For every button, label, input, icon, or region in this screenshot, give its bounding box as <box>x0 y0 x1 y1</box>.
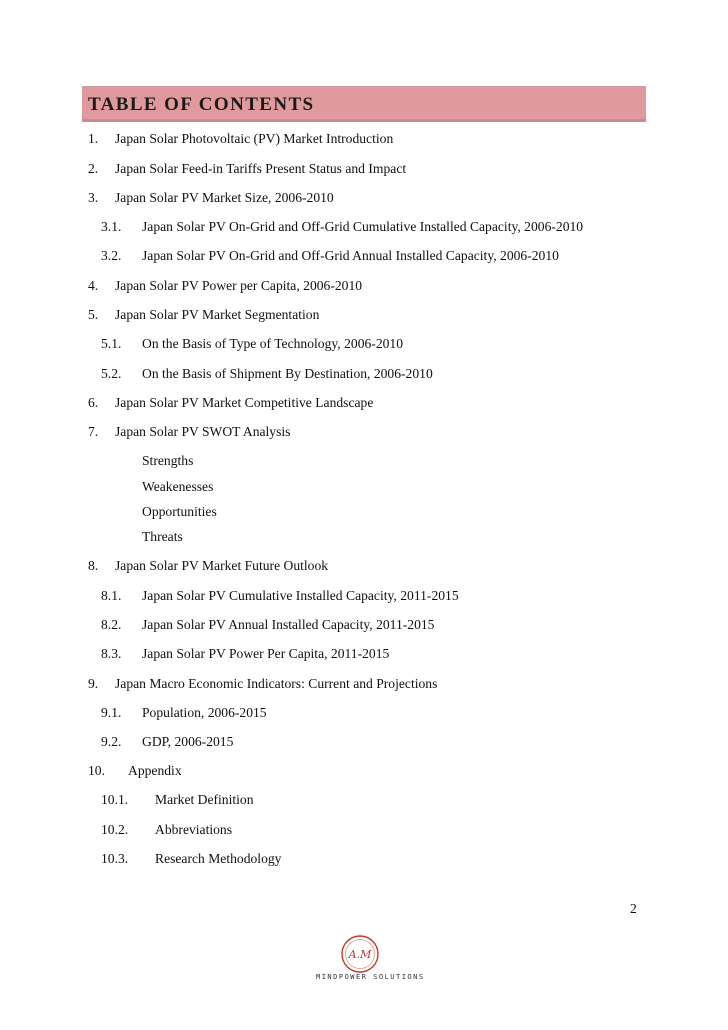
toc-item-number: 10.2. <box>101 822 129 837</box>
toc-item-text: Japan Solar PV Annual Installed Capacity, 2011-2015 <box>142 617 435 632</box>
toc-item-number: 5.2. <box>101 366 122 381</box>
toc-item-text: Japan Solar PV Market Segmentation <box>115 307 320 322</box>
toc-item-number: 9. <box>88 676 99 691</box>
toc-item-number: 8.3. <box>101 646 122 661</box>
toc-item-text: Market Definition <box>155 792 254 807</box>
toc-item-text: GDP, 2006-2015 <box>142 734 234 749</box>
toc-item-text: On the Basis of Type of Technology, 2006-2010 <box>142 336 404 351</box>
toc-item-text: Population, 2006-2015 <box>142 705 267 720</box>
company-logo <box>339 933 381 975</box>
toc-item-text: Japan Solar PV Market Competitive Landscape <box>115 395 374 410</box>
toc-item-number: 3.1. <box>101 219 122 234</box>
toc-item-text: Japan Solar PV SWOT Analysis <box>115 424 291 439</box>
swot-item-text: Threats <box>142 529 183 544</box>
toc-item-text: Japan Solar PV On-Grid and Off-Grid Cumulative Installed Capacity, 2006-2010 <box>142 219 584 234</box>
toc-item-number: 3.2. <box>101 248 122 263</box>
swot-item-text: Weakenesses <box>142 479 214 494</box>
toc-item-number: 6. <box>88 395 99 410</box>
toc-item-text: Japan Solar PV Market Size, 2006-2010 <box>115 190 334 205</box>
toc-item-text: Japan Solar PV Cumulative Installed Capacity, 2011-2015 <box>142 588 459 603</box>
toc-item-text: Appendix <box>128 763 182 778</box>
toc-item-number: 8.2. <box>101 617 122 632</box>
toc-header-bar <box>82 86 646 122</box>
toc-item-text: On the Basis of Shipment By Destination, 2006-2010 <box>142 366 433 381</box>
toc-item-text: Japan Solar PV Power per Capita, 2006-2010 <box>115 278 363 293</box>
toc-item-number: 4. <box>88 278 99 293</box>
swot-item-text: Strengths <box>142 453 194 468</box>
toc-item-number: 5.1. <box>101 336 122 351</box>
swot-item-text: Opportunities <box>142 504 217 519</box>
toc-item-number: 10.3. <box>101 851 129 866</box>
toc-item-text: Japan Solar PV Power Per Capita, 2011-2015 <box>142 646 390 661</box>
toc-item-text: Research Methodology <box>155 851 282 866</box>
toc-item-number: 3. <box>88 190 99 205</box>
toc-item-text: Abbreviations <box>155 822 233 837</box>
toc-item-text: Japan Solar Feed-in Tariffs Present Status and Impact <box>115 161 407 176</box>
logo-text: A.M <box>348 948 372 961</box>
toc-item-number: 10. <box>88 763 105 778</box>
toc-item-number: 9.1. <box>101 705 122 720</box>
toc-item-text: Japan Solar Photovoltaic (PV) Market Introduction <box>115 131 394 146</box>
toc-item-number: 2. <box>88 161 99 176</box>
toc-item-text: Japan Macro Economic Indicators: Current and Projections <box>115 676 438 691</box>
page-number: 2 <box>630 901 637 916</box>
toc-item-text: Japan Solar PV On-Grid and Off-Grid Annual Installed Capacity, 2006-2010 <box>142 248 559 263</box>
toc-item-number: 8. <box>88 558 99 573</box>
toc-item-number: 10.1. <box>101 792 129 807</box>
toc-item-number: 5. <box>88 307 99 322</box>
toc-item-number: 9.2. <box>101 734 122 749</box>
toc-item-number: 1. <box>88 131 99 146</box>
toc-title: TABLE OF CONTENTS <box>88 94 315 115</box>
logo-tagline: MINDPOWER SOLUTIONS <box>316 973 425 981</box>
toc-item-text: Japan Solar PV Market Future Outlook <box>115 558 329 573</box>
toc-item-number: 8.1. <box>101 588 122 603</box>
toc-item-number: 7. <box>88 424 99 439</box>
